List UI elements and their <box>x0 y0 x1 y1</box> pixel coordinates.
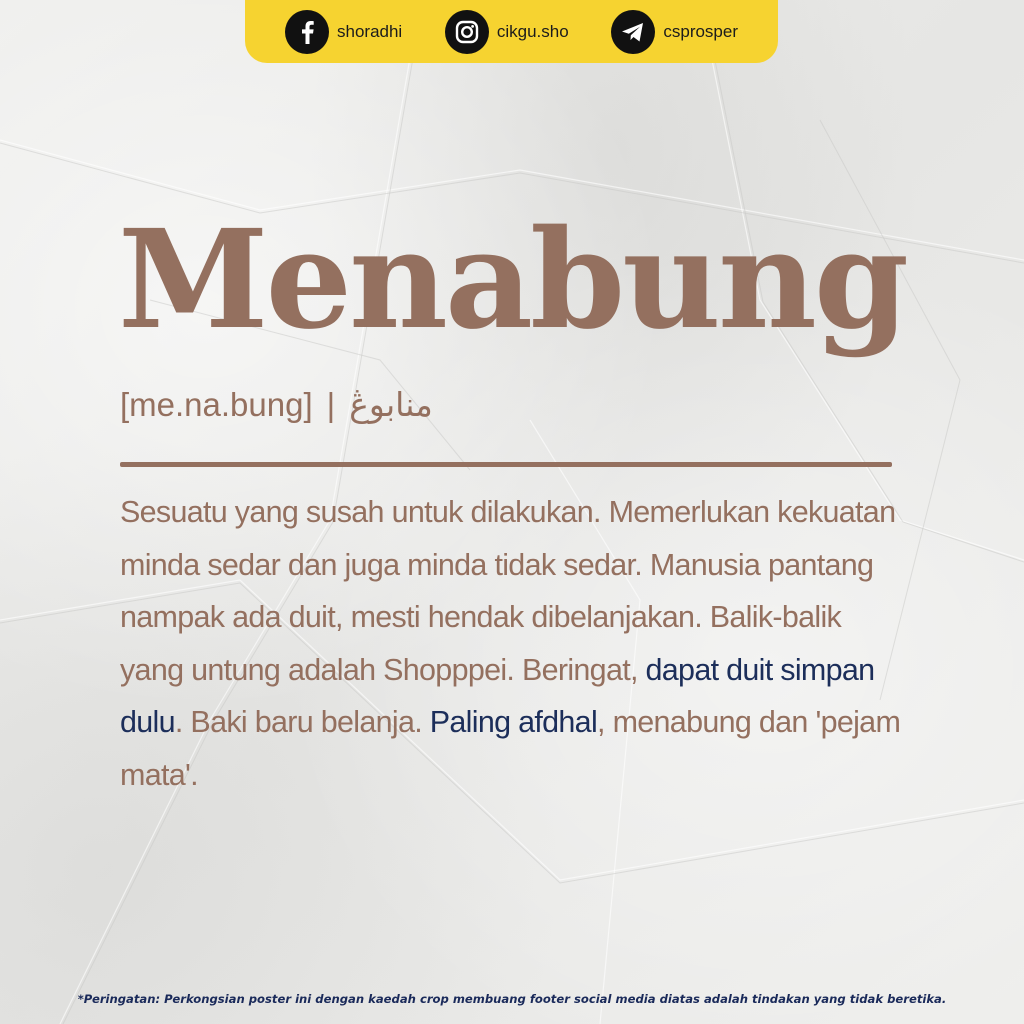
definition-highlight-2: Paling afdhal <box>429 705 598 739</box>
footer-warning: *Peringatan: Perkongsian poster ini dengan kaedah crop membuang footer social media diatas adalah tindakan yang tidak beretika. <box>77 992 947 1006</box>
definition-text <box>120 486 910 801</box>
definition-part-2: . Baki baru belanja. <box>174 705 430 739</box>
pronunciation-separator: | <box>326 385 336 423</box>
pronunciation-row <box>120 385 433 424</box>
instagram-handle: cikgu.sho <box>496 21 569 41</box>
definition-highlight-1: dapat duit simpan dulu <box>120 652 875 739</box>
jawi-spelling: منابوڠ <box>349 385 433 424</box>
divider-rule <box>120 462 892 467</box>
definition-part-1: Sesuatu yang susah untuk dilakukan. Memerlukan kekuatan minda sedar dan juga minda tidak sedar. Manusia pantang nampak ada duit, mesti hendak dibelanjakan. Balik-balik yang untung adalah Shopppei. Beringat, <box>120 495 896 687</box>
telegram-handle: csprosper <box>663 21 738 41</box>
social-facebook[interactable] <box>285 10 402 54</box>
instagram-icon <box>445 10 489 54</box>
facebook-handle: shoradhi <box>337 21 403 41</box>
social-telegram[interactable] <box>611 10 738 54</box>
headword: Menabung <box>118 200 907 360</box>
social-media-bar <box>245 0 778 63</box>
facebook-icon <box>285 10 329 54</box>
telegram-icon <box>611 10 655 54</box>
definition-part-3: , menabung dan 'pejam mata'. <box>120 705 901 792</box>
pronunciation: [me.na.bung] <box>120 385 313 423</box>
social-instagram[interactable] <box>445 10 569 54</box>
